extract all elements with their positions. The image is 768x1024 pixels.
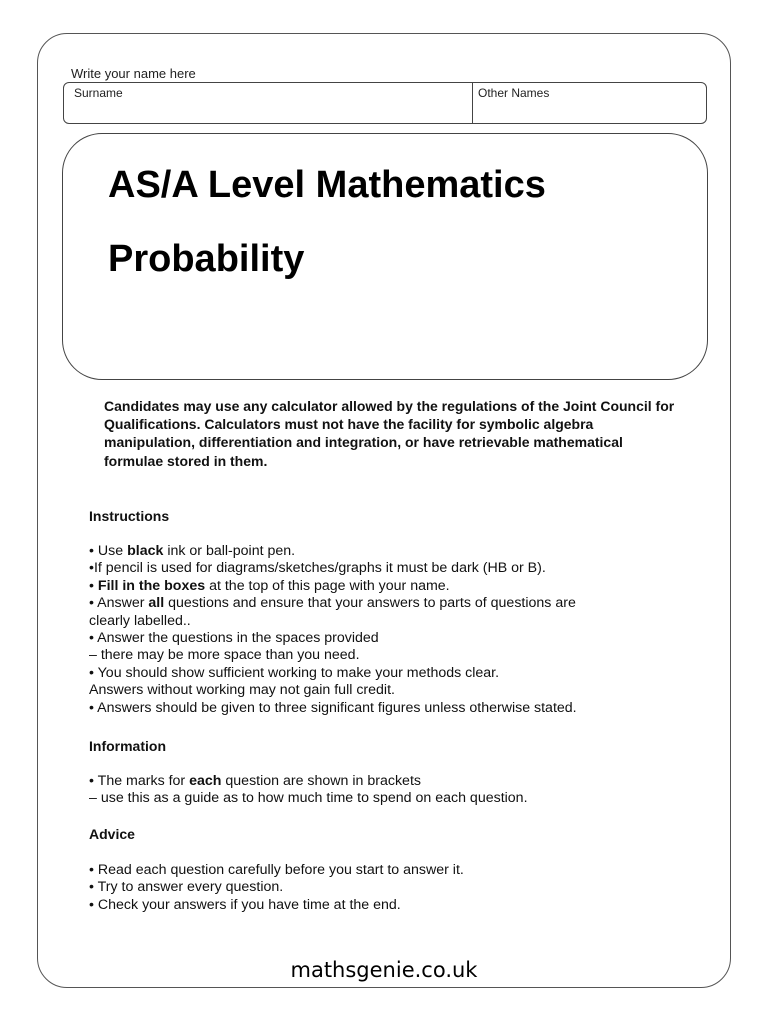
- title-line-2: Probability: [108, 238, 305, 280]
- title-line-1: AS/A Level Mathematics: [108, 164, 546, 206]
- advice-heading: Advice: [89, 826, 135, 842]
- information-heading: Information: [89, 738, 166, 754]
- instruction-line: • Answers should be given to three significant figures unless otherwise stated.: [89, 699, 577, 716]
- name-prompt: Write your name here: [71, 66, 196, 81]
- instruction-line: • Answer all questions and ensure that your answers to parts of questions are: [89, 595, 576, 612]
- surname-field[interactable]: [64, 83, 473, 123]
- instruction-line: •If pencil is used for diagrams/sketches/graphs it must be dark (HB or B).: [89, 560, 546, 577]
- advice-line: • Check your answers if you have time at the end.: [89, 896, 401, 913]
- calculator-note: Candidates may use any calculator allowed by the regulations of the Joint Council for Qualifications. Calculators must not have the facility for symbolic algebra manipulation, differentiation and integration, or have retrievable mathematical formulae stored in them.: [104, 398, 675, 469]
- other-names-field[interactable]: [473, 83, 706, 123]
- name-table: [63, 82, 707, 124]
- instruction-line: • Use black ink or ball-point pen.: [89, 543, 296, 559]
- instruction-line: • Answer the questions in the spaces provided: [89, 630, 379, 647]
- information-list: [89, 773, 689, 808]
- instructions-heading: Instructions: [89, 508, 170, 524]
- instruction-line: – there may be more space than you need.: [89, 647, 360, 664]
- advice-list: [89, 862, 689, 914]
- surname-label: Surname: [74, 86, 123, 100]
- information-line: • The marks for each question are shown in brackets: [89, 773, 421, 789]
- advice-line: • Try to answer every question.: [89, 879, 284, 896]
- instruction-line: clearly labelled..: [89, 612, 191, 629]
- instruction-line: • Fill in the boxes at the top of this page with your name.: [89, 577, 450, 594]
- footer-site: mathsgenie.co.uk: [290, 958, 478, 982]
- information-line: – use this as a guide as to how much time to spend on each question.: [89, 790, 528, 807]
- other-names-label: Other Names: [478, 86, 550, 100]
- advice-line: • Read each question carefully before you start to answer it.: [89, 862, 464, 878]
- instructions-list: [89, 543, 689, 717]
- instruction-line: Answers without working may not gain full credit.: [89, 682, 395, 699]
- instruction-line: • You should show sufficient working to make your methods clear.: [89, 664, 500, 681]
